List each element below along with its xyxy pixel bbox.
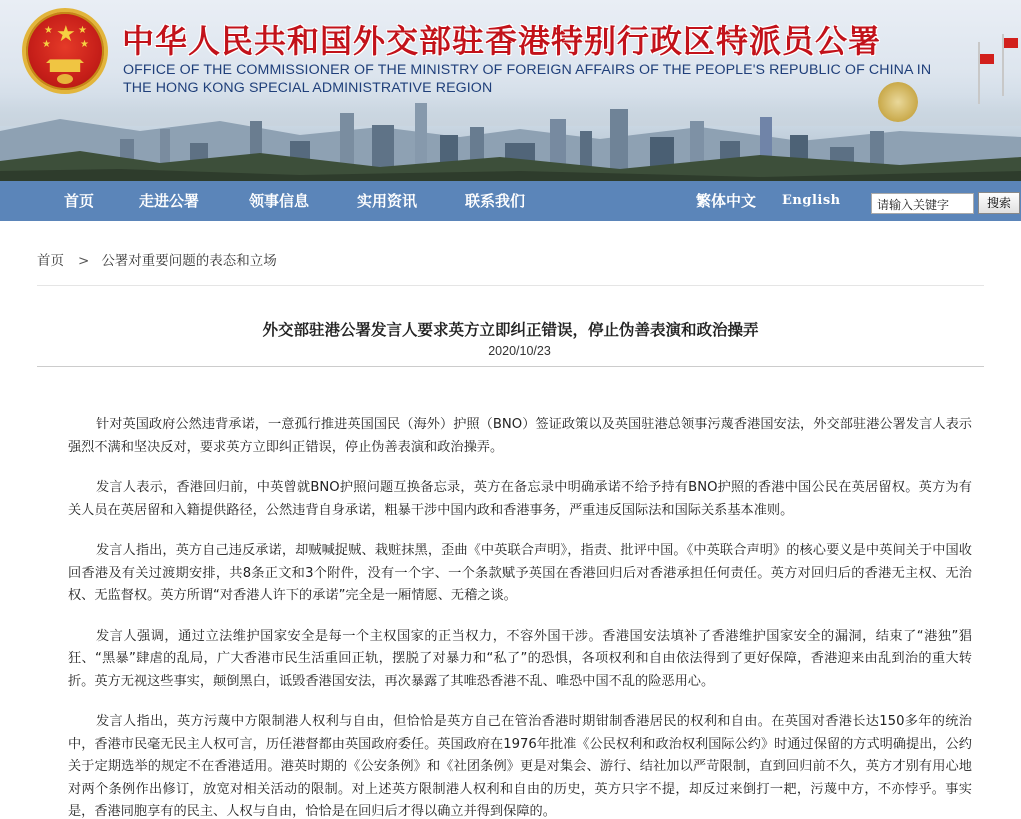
main-navbar (0, 181, 1021, 221)
city-skyline-image (0, 91, 1021, 181)
search-button[interactable]: 搜索 (978, 192, 1020, 214)
article-paragraph: 发言人表示，香港回归前，中英曾就BNO护照问题互换备忘录，英方在备忘录中明确承诺不给予持有BNO护照的香港中国公民在英居留权。英方为有关人员在英居留和入籍提供路径，公然违背自身承诺，粗暴干涉中国内政和香港事务，严重违反国际法和国际关系基本准则。 (68, 480, 972, 518)
breadcrumb-home-link[interactable]: 首页 (37, 253, 64, 269)
nav-item-consular[interactable]: 领事信息 (249, 192, 310, 210)
title-divider (37, 366, 984, 367)
site-title-english (123, 61, 931, 97)
lang-english-link[interactable]: English (782, 193, 841, 208)
article-paragraph: 发言人指出，英方污蔑中方限制港人权利与自由，但恰恰是英方自己在管治香港时期钳制香港居民的权利和自由。在英国对香港长达150多年的统治中，香港市民毫无民主人权可言，历任港督都由英国政府委任。英国政府在1976年批准《公民权利和政治权利国际公约》时通过保留的方式明确提出，公约关于定期选举的规定不在香港适用。港英时期的《公安条例》和《社团条例》更是对集会、游行、结社加以严苛限制，直到回归前不久，英方才别有用心地对两个条例作出修订，放宽对相关活动的限制。对上述英方限制港人权利和自由的历史，英方只字不提，却反过来倒打一耙，污蔑中方，不亦悖乎。事实是，香港同胞享有的民主、人权与自由，恰恰是在回归后才得以确立并得到保障的。 (68, 714, 972, 819)
article-date: 2020/10/23 (488, 344, 551, 358)
lang-traditional-link[interactable]: 繁体中文 (696, 192, 757, 210)
site-title-english-line1: OFFICE OF THE COMMISSIONER OF THE MINISTRY OF FOREIGN AFFAIRS OF THE PEOPLE'S REPUBLIC OF CHINA IN (123, 62, 932, 78)
article-paragraph: 针对英国政府公然违背承诺，一意孤行推进英国国民（海外）护照（BNO）签证政策以及英国驻港总领事污蔑香港国安法，外交部驻港公署发言人表示强烈不满和坚决反对，要求英方立即纠正错误，停止伪善表演和政治操弄。 (68, 417, 972, 455)
breadcrumb-separator-icon: > (78, 253, 90, 269)
article-paragraph: 发言人强调，通过立法维护国家安全是每一个主权国家的正当权力，不容外国干涉。香港国安法填补了香港维护国家安全的漏洞，结束了“港独”猖狂、“黑暴”肆虐的乱局，广大香港市民生活重回正轨，摆脱了对暴力和“私了”的恐惧，各项权利和自由依法得到了更好保障，香港迎来由乱到治的重大转折。英方无视这些事实，颠倒黑白，诋毁香港国安法，再次暴露了其唯恐香港不乱、唯恐中国不乱的险恶用心。 (68, 628, 972, 689)
national-emblem-icon: ★ ★ ★ ★ ★ (22, 8, 108, 94)
nav-item-about[interactable]: 走进公署 (139, 192, 200, 210)
flags-decoration (972, 34, 1018, 104)
flag-icon (1004, 38, 1018, 48)
breadcrumb-current-link[interactable]: 公署对重要问题的表态和立场 (101, 253, 277, 269)
article-body (68, 414, 972, 819)
site-banner (0, 0, 1021, 181)
article-title: 外交部驻港公署发言人要求英方立即纠正错误，停止伪善表演和政治操弄 (262, 321, 759, 339)
search-input[interactable]: 请输入关键字 (871, 193, 974, 214)
site-title-english-line2: THE HONG KONG SPECIAL ADMINISTRATIVE REGION (123, 80, 493, 96)
nav-item-info[interactable]: 实用资讯 (357, 192, 418, 210)
nav-item-home[interactable]: 首页 (64, 192, 95, 210)
breadcrumb (37, 249, 277, 269)
site-title-chinese: 中华人民共和国外交部驻香港特别行政区特派员公署 (122, 22, 882, 60)
flag-icon (980, 54, 994, 64)
article-paragraph: 发言人指出，英方自己违反承诺，却贼喊捉贼、栽赃抹黑，歪曲《中英联合声明》，指责、批评中国。《中英联合声明》的核心要义是中英间关于中国收回香港及有关过渡期安排，共8条正文和3个附件，没有一个字、一个条款赋予英国在香港回归后对香港承担任何责任。英方对回归后的香港无主权、无治权、无监督权。英方所谓“对香港人许下的承诺”完全是一厢情愿、无稽之谈。 (68, 543, 972, 603)
nav-item-contact[interactable]: 联系我们 (465, 192, 526, 210)
breadcrumb-divider (37, 285, 984, 286)
